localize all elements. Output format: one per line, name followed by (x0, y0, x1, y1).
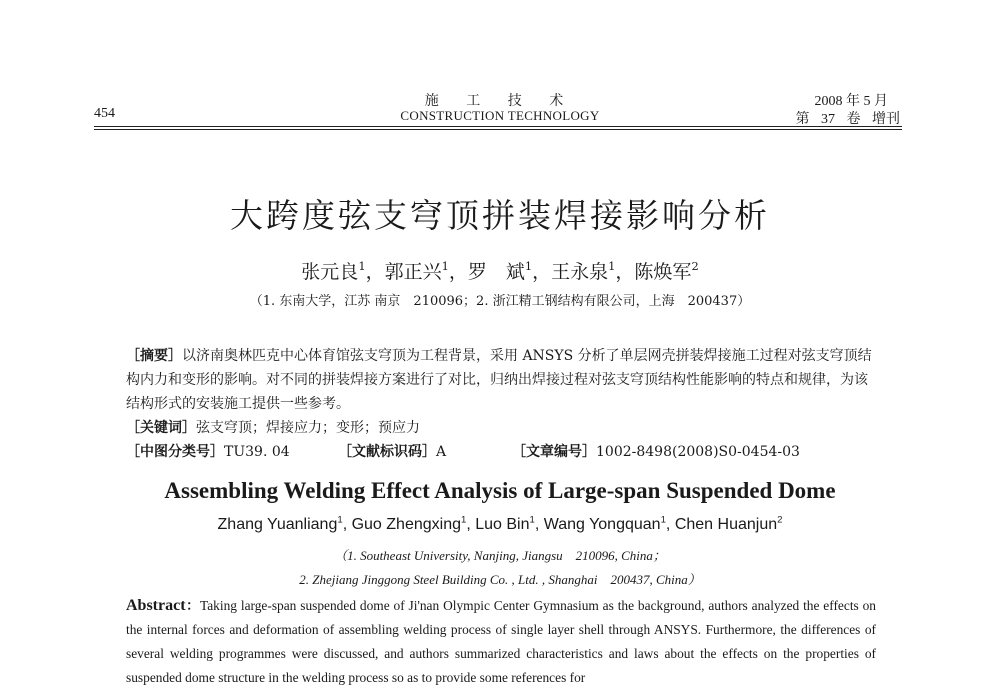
keywords-cn (126, 416, 876, 440)
issue-date: 2008 年 5 月 (814, 94, 888, 109)
abstract-cn (126, 344, 876, 416)
author-cn: 罗 斌$^1$ (467, 259, 533, 283)
affiliation-cn: （1. 东南大学，江苏 南京 210096；2. 浙江精工钢结构有限公司，上海 200437） (249, 294, 751, 309)
page-number: 454 (94, 106, 115, 121)
author-list-en: Zhang Yuanliang$^1$, Guo Zhengxing$^1$, Luo Bin$^1$, Wang Yongquan$^1$, Chen Huanjun$^2$ (217, 514, 783, 533)
header-rule-top (94, 126, 902, 127)
author-en: Zhang Yuanliang$^1$ (217, 514, 343, 533)
paper-title-en: Assembling Welding Effect Analysis of Large-span Suspended Dome (164, 478, 836, 503)
abstract-en: Abstract：Taking large-span suspended dome of Ji'nan Olympic Center Gymnasium as the background, authors analyzed the effects on the internal forces and deformation of assembling welding process of single layer shell through ANSYS. Furthermore, the differences of several welding programmes were discussed, and authors summarized characteristics and laws about the effects on the properties of suspended dome structure in the welding process so as to provide some references for (126, 597, 877, 685)
classification-row (126, 440, 886, 464)
author-en: Guo Zhengxing$^1$ (351, 514, 467, 533)
author-en: Chen Huanjun$^2$ (674, 514, 783, 533)
clc-number: ［中图分类号］TU39. 04 (126, 444, 290, 460)
volume-info: 第 37 卷 增刊 (795, 112, 900, 127)
keywords-cn-label: ［关键词］ (126, 420, 196, 436)
abstract-cn-text: 以济南奥林匹克中心体育馆弦支穹顶为工程背景，采用 ANSYS 分析了单层网壳拼装焊接施工过程对弦支穹顶结构内力和变形的影响。对不同的拼装焊接方案进行了对比，归纳出焊接过程对弦支穹顶结构性能影响的特点和规律，为该结构形式的安装施工提供一些参考。 (126, 348, 872, 412)
author-en: Wang Yongquan$^1$ (543, 514, 666, 533)
affiliation-en-2: 2. Zhejiang Jinggong Steel Building Co. , Ltd. , Shanghai 200437, China） (299, 572, 701, 587)
header-rule-bottom (94, 129, 902, 130)
affiliation-en-1: （1. Southeast University, Nanjing, Jiangsu 210096, China； (334, 548, 666, 563)
abstract-en-text: Taking large-span suspended dome of Ji'nan Olympic Center Gymnasium as the background, authors analyzed the effects on the internal forces and deformation of assembling welding process of single layer shell through ANSYS. Furthermore, the differences of several welding programmes were discussed, and authors summarized characteristics and laws about the effects on the properties of suspended dome structure in the welding process so as to provide some references for (126, 598, 877, 685)
article-number: ［文章编号］1002-8498(2008)S0-0454-03 (512, 444, 800, 460)
author-list-cn: 张元良$^1$，郭正兴$^1$，罗 斌$^1$，王永泉$^1$，陈焕军$^2$ (301, 259, 699, 283)
journal-name-cn: 施 工 技 术 (424, 94, 576, 109)
author-en: Luo Bin$^1$ (475, 514, 535, 533)
author-cn: 王永泉$^1$ (551, 259, 616, 283)
keywords-cn-text: 弦支穹顶；焊接应力；变形；预应力 (196, 420, 420, 436)
author-cn: 张元良$^1$ (301, 259, 366, 283)
paper-title-cn: 大跨度弦支穹顶拼装焊接影响分析 (230, 196, 770, 235)
document-code: ［文献标识码］A (338, 444, 447, 460)
author-cn: 陈焕军$^2$ (634, 259, 699, 283)
abstract-cn-label: ［摘要］ (126, 348, 182, 364)
author-cn: 郭正兴$^1$ (384, 259, 449, 283)
abstract-en-label: Abstract (126, 597, 186, 614)
journal-name-en: CONSTRUCTION TECHNOLOGY (400, 108, 600, 123)
